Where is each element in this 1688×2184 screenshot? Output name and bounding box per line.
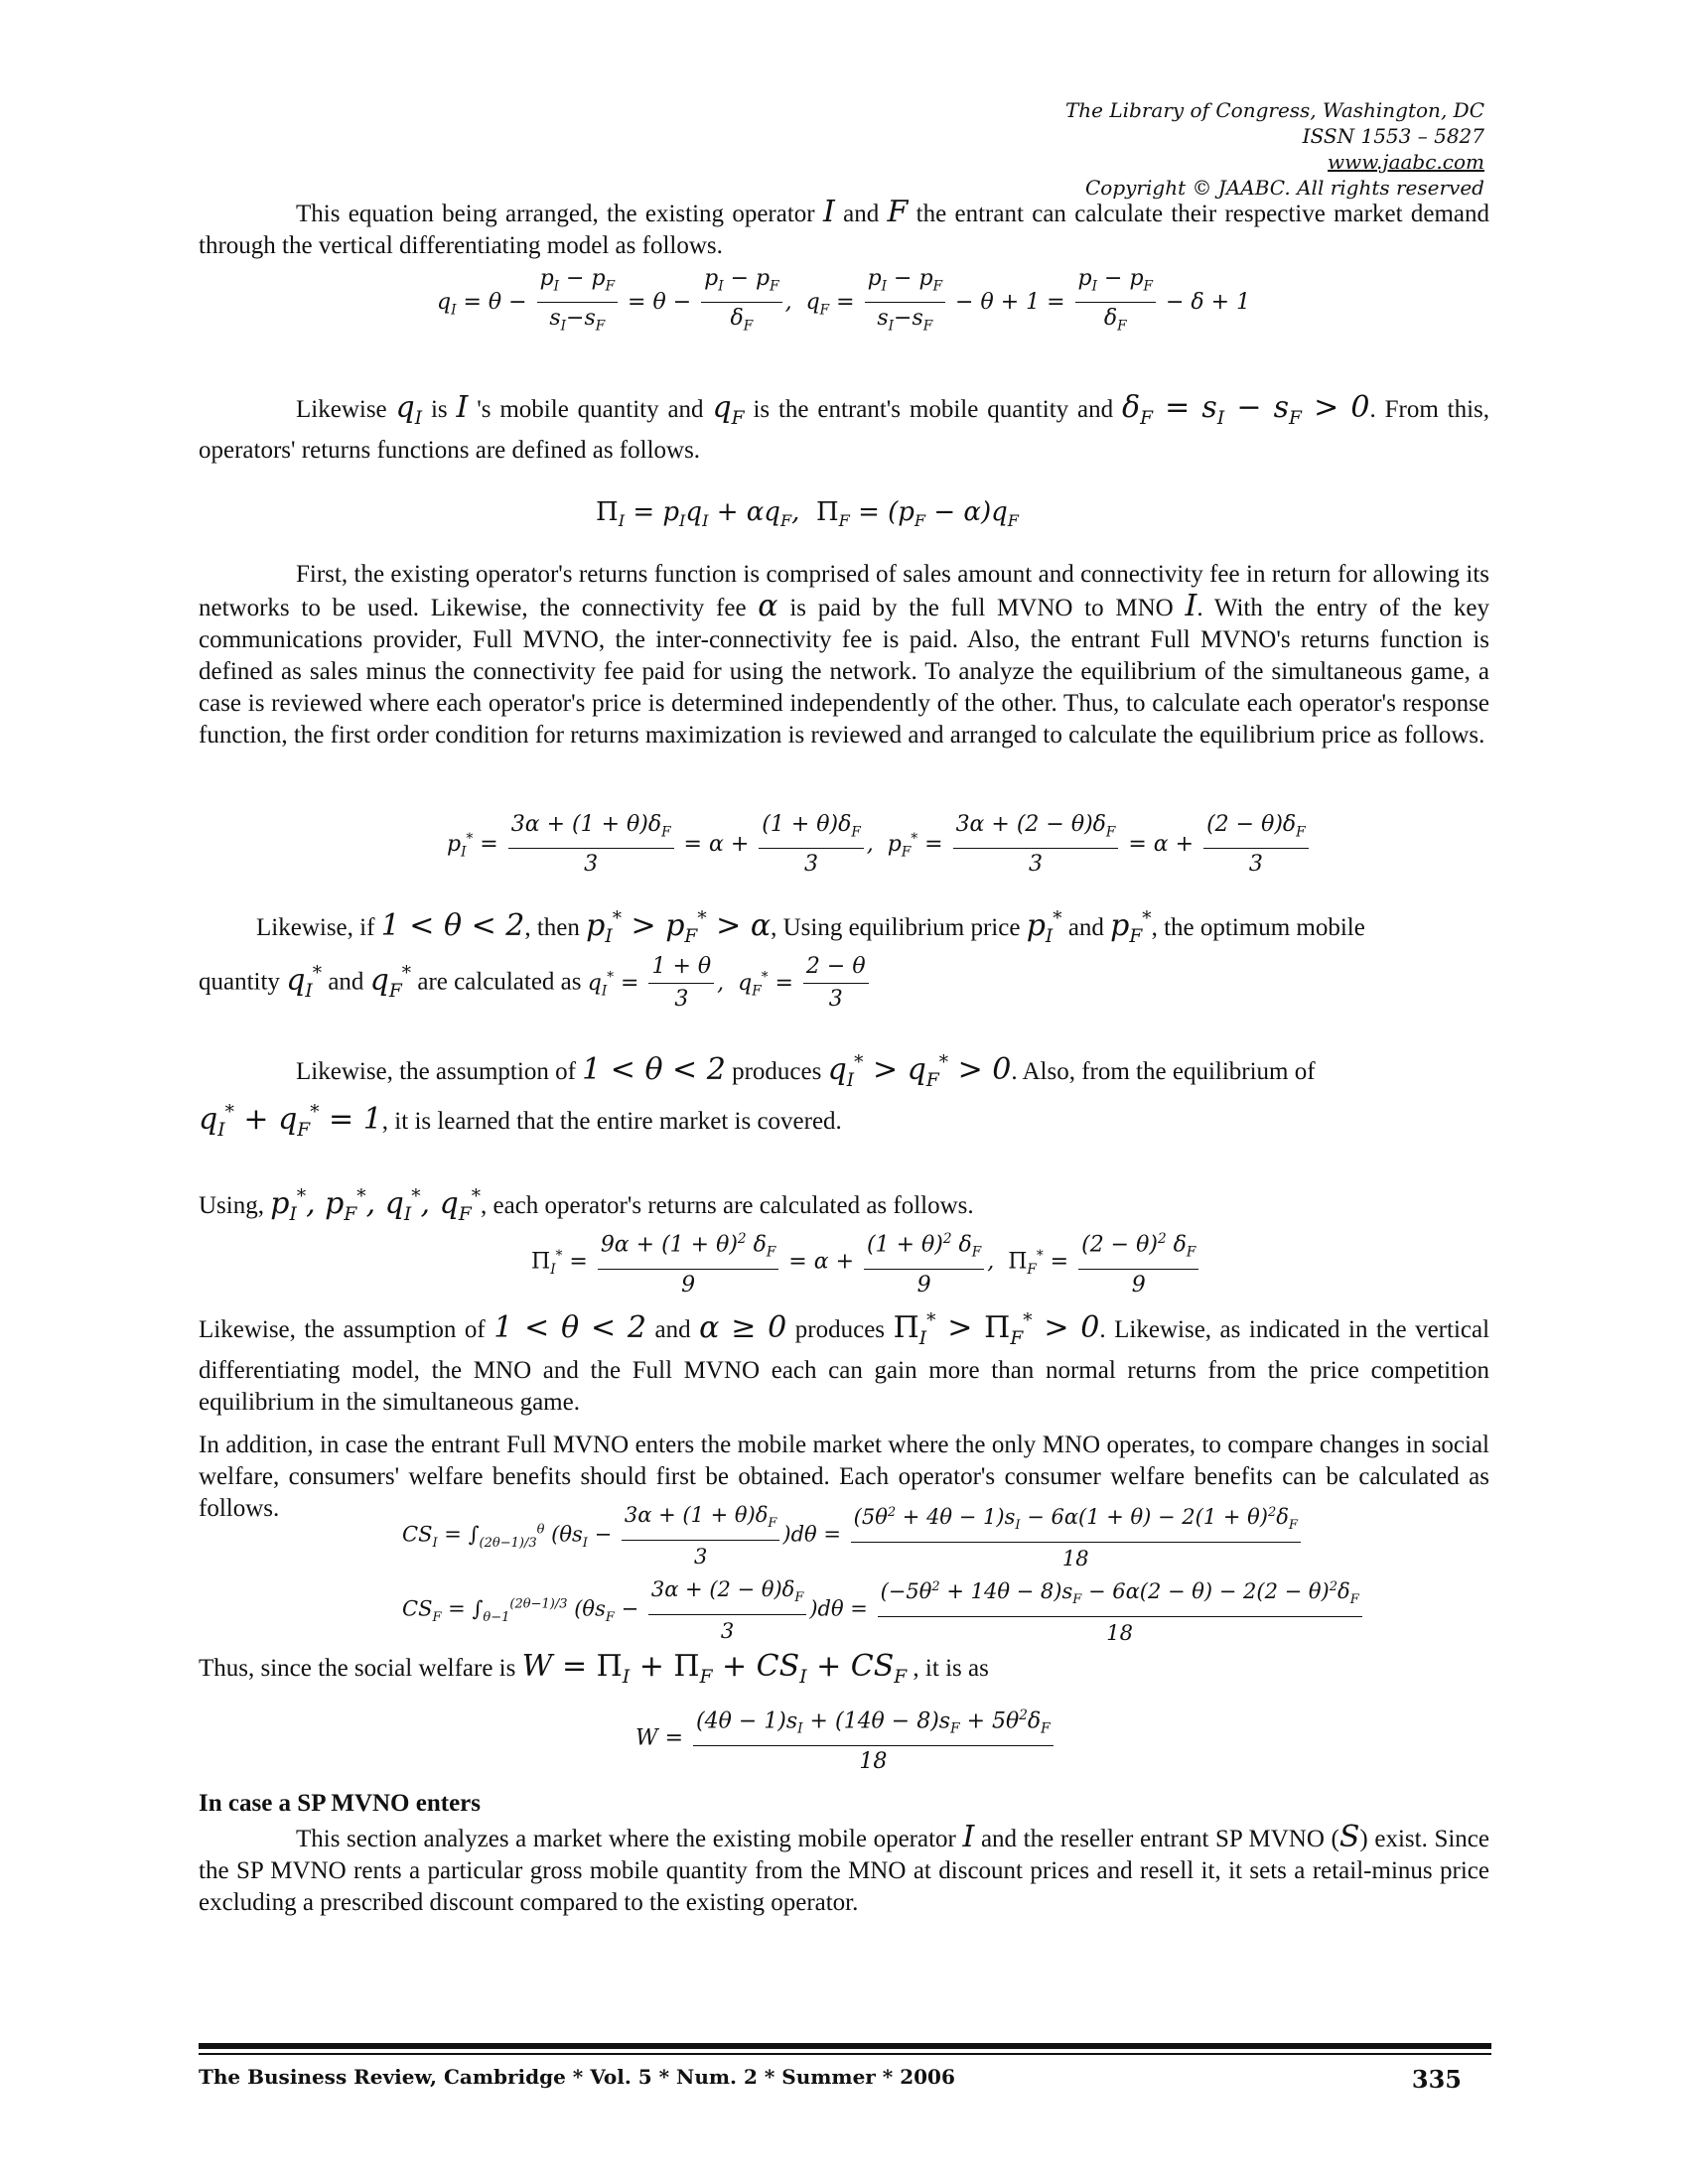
- paragraph-7: Likewise, the assumption of 1 < θ < 2 and α ≥ 0 produces $\Pi_I^* > \Pi_F^* > 0$. Likewise, as indicated in the vertical differentiating model, the MNO and the Full MVNO each can gain more than normal returns from the price competition equilibrium in the simultaneous game.: [199, 1310, 1490, 1416]
- paragraph-2: Likewise $q_I$ is I 's mobile quantity and $q_F$ is the entrant's mobile quantity and $\delta_F = s_I - s_F > 0$. From this, operators' returns functions are defined as follows.: [199, 390, 1490, 464]
- equation-equilibrium-returns: $\Pi_I^*$ = $\frac{9\alpha + (1 + \theta)^2 \delta_F}{9}$ = α + $\frac{(1 + \theta)^2 \delta_F}{9}$ , $\Pi_F^*$ = $\frac{(2 - \theta)^2 \delta_F}{9}$: [531, 1223, 1201, 1301]
- equation-cs-incumbent: $CS_I = \int_{(2\theta-1)/3}^\theta$ ($\theta s_I$ − $\frac{3\alpha + (1 + \theta)\delta_F}{3}$ )dθ = $\frac{(5\theta^2 + 4\theta - 1)s_I - 6\alpha(1 + \theta) - 2(1 + \theta)^2\delta_F}{18}$: [402, 1497, 1304, 1574]
- equation-welfare: W = $\frac{(4\theta - 1)s_I + (14\theta - 8)s_F + 5\theta^2\delta_F}{18}$: [635, 1700, 1056, 1778]
- paragraph-4-line-2: quantity $q_I^*$ and $q_F^*$ are calculated as $q_I^*$ = $\frac{1 + \theta}{3}$ , $q_F^*$ = $\frac{2 - \theta}{3}$: [199, 951, 1489, 1016]
- header-copyright: Copyright © JAABC. All rights reserved: [1084, 176, 1484, 200]
- footer-journal: The Business Review, Cambridge * Vol. 5 * Num. 2 * Summer * 2006: [199, 2065, 955, 2089]
- paragraph-1: This equation being arranged, the existing operator I and F the entrant can calculate their respective market demand through the vertical differentiating model as follows.: [199, 195, 1489, 259]
- section-heading: In case a SP MVNO enters: [199, 1790, 481, 1817]
- paragraph-4: Likewise, if 1 < θ < 2, then $p_I^* > p_F^* > \alpha$, Using equilibrium price $p_I^*$ and $p_F^*$, the optimum mobile: [256, 908, 1365, 947]
- header-line-1: The Library of Congress, Washington, DC: [1064, 98, 1484, 122]
- paragraph-10: This section analyzes a market where the existing mobile operator I and the reseller entrant SP MVNO (S) exist. Since the SP MVNO rents a particular gross mobile quantity from the MNO at discount prices and resell it, it sets a retail-minus price excluding a prescribed discount compared to the existing operator.: [199, 1820, 1489, 1916]
- journal-header: [1065, 97, 1484, 201]
- footer-rule-thin: [199, 2053, 1491, 2055]
- equation-equilibrium-price: $p_I^*$ = $\frac{3\alpha + (1 + \theta)\delta_F}{3}$ = α + $\frac{(1 + \theta)\delta_F}{3}$ , $p_F^*$ = $\frac{3\alpha + (2 - \theta)\delta_F}{3}$ = α + $\frac{(2 - \theta)\delta_F}{3}$: [447, 809, 1312, 881]
- page-footer: [199, 2065, 1491, 2094]
- paragraph-9: Thus, since the social welfare is $W = \Pi_I + \Pi_F + CS_I + CS_F$ , it is as: [199, 1649, 989, 1688]
- paragraph-6: Using, $p_I^*$, $p_F^*$, $q_I^*$, $q_F^*$, each operator's returns are calculated as follows.: [199, 1186, 974, 1225]
- equation-demand: $q_I = \theta$ − $\frac{p_I - p_F}{s_I-s_F}$ = θ − $\frac{p_I - p_F}{\delta_F}$ , $q_F$ = $\frac{p_I - p_F}{s_I-s_F}$ − θ + 1 = $\frac{p_I - p_F}{\delta_F}$ − δ + 1: [437, 263, 1250, 342]
- paragraph-8: In addition, in case the entrant Full MVNO enters the mobile market where the only MNO operates, to compare changes in social welfare, consumers' welfare benefits should first be obtained. Each operator's consumer welfare benefits can be calculated as follows.: [199, 1432, 1489, 1522]
- equation-returns: $\Pi_I = p_Iq_I + \alpha q_F$, $\Pi_F = (p_F - \alpha)q_F$: [596, 497, 1019, 531]
- header-issn: ISSN 1553 – 5827: [1302, 124, 1484, 148]
- page-number: 335: [1411, 2065, 1462, 2094]
- equation-cs-entrant: $CS_F = \int_{\theta-1}^{(2\theta-1)/3}$ ($\theta s_F$ − $\frac{3\alpha + (2 - \theta)\delta_F}{3}$ )dθ = $\frac{(-5\theta^2 + 14\theta - 8)s_F - 6\alpha(2 - \theta) - 2(2 - \theta)^2\delta_F}{18}$: [402, 1571, 1365, 1649]
- paragraph-5: Likewise, the assumption of 1 < θ < 2 produces $q_I^* > q_F^* > 0$. Also, from the equilibrium of: [296, 1052, 1316, 1091]
- paragraph-3: First, the existing operator's returns function is comprised of sales amount and connectivity fee in return for allowing its networks to be used. Likewise, the connectivity fee α is paid by the full MVNO to MNO I. With the entry of the key communications provider, Full MVNO, the inter-connectivity fee is paid. Also, the entrant Full MVNO's returns function is defined as sales minus the connectivity fee paid for using the network. To analyze the equilibrium of the simultaneous game, a case is reviewed where each operator's price is determined independently of the other. Thus, to calculate each operator's response function, the first order condition for returns maximization is reviewed and arranged to calculate the equilibrium price as follows.: [199, 561, 1489, 749]
- paragraph-5-line-2: $q_I^* + q_F^* = 1$, it is learned that the entire market is covered.: [199, 1102, 842, 1141]
- footer-rule-thick: [199, 2043, 1491, 2049]
- header-url[interactable]: www.jaabc.com: [1328, 150, 1484, 174]
